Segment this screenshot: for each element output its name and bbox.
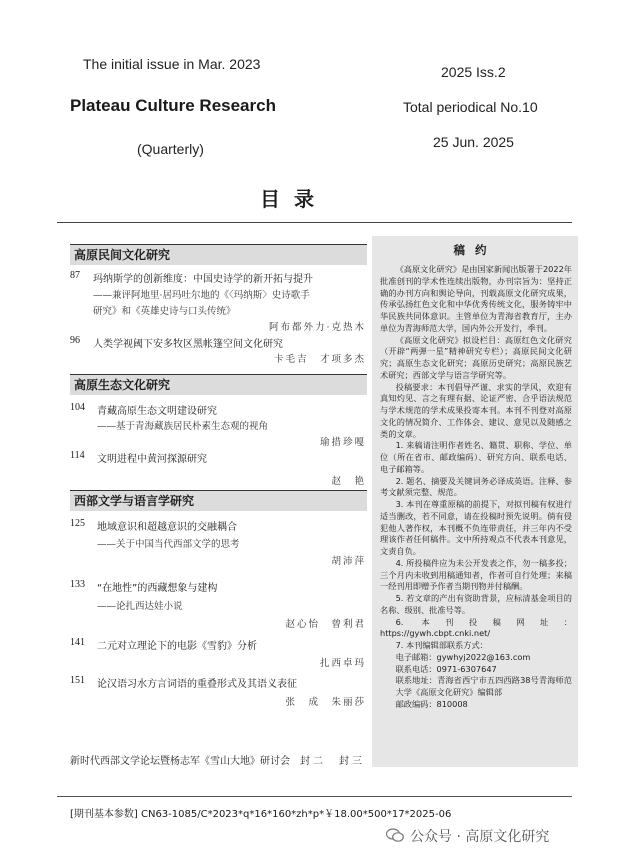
- cfp-paragraph: 《高原文化研究》拟设栏目：高原红色文化研究（开辟“两弹一星”精神研究专栏）；高原民间文化研究；高原生态文化研究；高原历史研究；高原民族艺术研究；西部文学与语言学研究等。: [380, 334, 572, 380]
- cfp-paragraph: 4. 所投稿件应为未公开发表之作，勿一稿多投；三个月内未收到用稿通知者，作者可自行处理；来稿一经刊用即赠予作者当期刊物并付稿酬。: [380, 557, 572, 592]
- article-page: 87: [70, 270, 80, 281]
- cfp-contact-heading: 7. 本刊编辑部联系方式：: [395, 640, 488, 650]
- cfp-postcode: 邮政编码：810008: [395, 698, 468, 709]
- journal-title: Plateau Culture Research: [70, 96, 276, 115]
- article-title[interactable]: 二元对立理论下的电影《雪豹》分析: [97, 641, 257, 652]
- section-header-western-literature: 西部文学与语言学研究: [70, 491, 367, 511]
- periodical-number: Total periodical No.10: [403, 99, 538, 115]
- article-authors: 胡沛萍: [331, 556, 366, 567]
- article-authors: 阿布都外力·克热木: [268, 322, 366, 333]
- bottom-divider: [57, 796, 572, 797]
- top-divider: [57, 222, 572, 223]
- article-subtitle: ——基于青海藏族居民朴素生态观的视角: [97, 421, 269, 432]
- article-page: 133: [70, 579, 85, 590]
- article-authors: 赵心怡 曾利君: [285, 619, 366, 630]
- article-authors: 瑜措珍嘎: [319, 437, 366, 448]
- watermark: 公众号 · 高原文化研究: [410, 829, 550, 845]
- initial-issue-note: The initial issue in Mar. 2023: [83, 56, 261, 72]
- article-title[interactable]: 玛纳斯学的创新维度：中国史诗学的新开拓与提升: [93, 274, 313, 285]
- article-authors: 卡毛吉 才项多杰: [273, 354, 366, 365]
- article-title[interactable]: 人类学视阈下安多牧区黑帐篷空间文化研究: [93, 339, 283, 350]
- issue-number: 2025 Iss.2: [441, 64, 506, 80]
- cfp-paragraph: 《高原文化研究》是由国家新闻出版署于2022年批准创刊的学术性连续出版物，办刊宗旨为：坚持正确的办刊方向和舆论导向，刊载高原文化研究成果，传承弘扬红色文化和中华优秀传统文化，服务铸牢中华民族共同体意识。主管单位为青海省教育厅，主办单位为青海师范大学，国内外公开发行，季刊。: [380, 264, 572, 333]
- cfp-email[interactable]: 电子邮箱：gywhyj2022@163.com: [395, 651, 531, 662]
- call-for-papers-body: [380, 264, 572, 711]
- journal-parameters: [期刊基本参数] CN63-1085/C*2023*q*16*160*zh*p*￥18.00*500*17*2025-06: [70, 809, 452, 820]
- article-title[interactable]: 论汉语习水方言词语的重叠形式及其语义表征: [97, 679, 297, 690]
- cfp-phone: 联系电话：0971-6307647: [395, 663, 497, 674]
- cfp-paragraph: 投稿要求：本刊倡导严谨、求实的学风，欢迎有真知灼见、言之有理有据、论证严密、合乎语法规范与学术规范的学术成果投寄本刊。本刊不刊登对高原文化的情况简介、工作体会、建议、意见以及随感之类的文章。: [380, 381, 572, 439]
- cfp-address: 联系地址：青海省西宁市五四西路38号青海师范大学《高原文化研究》编辑部: [395, 675, 572, 697]
- article-subtitle: ——论扎西达娃小说: [97, 601, 183, 612]
- toc-heading: 目录: [260, 187, 328, 211]
- article-page: 114: [70, 450, 85, 461]
- cfp-paragraph: 1. 来稿请注明作者姓名、籍贯、职称、学位、单位（所在省市、邮政编码）、研究方向、联系电话、电子邮箱等。: [380, 440, 572, 474]
- article-authors: 赵 艳: [331, 476, 366, 487]
- article-title[interactable]: 地域意识和超越意识的交融耦合: [97, 522, 237, 533]
- article-subtitle: ——兼评阿地里·居玛吐尔地的《〈玛纳斯〉史诗歌手: [93, 290, 310, 301]
- article-page: 141: [70, 637, 85, 648]
- cfp-paragraph: 5. 若文章的产出有资助背景，应标清基金项目的名称、级别、批准号等。: [380, 593, 572, 615]
- call-for-papers-title: 稿约: [453, 243, 497, 257]
- cfp-paragraph: 2. 题名、摘要及关键词务必译成英语。注释、参考文献须完整、规范。: [380, 475, 572, 498]
- forum-pages: 封二 封三: [300, 756, 365, 767]
- article-authors: 张 成 朱丽莎: [285, 697, 366, 708]
- article-title[interactable]: “在地性”的西藏想象与建构: [97, 583, 218, 594]
- article-page: 96: [70, 335, 80, 346]
- section-header-folk-culture: 高原民间文化研究: [70, 245, 367, 265]
- article-subtitle: 研究》和《英雄史诗与口头传统》: [93, 306, 236, 317]
- wechat-icon: [386, 828, 404, 842]
- article-page: 151: [70, 675, 85, 686]
- forum-entry[interactable]: 新时代西部文学论坛暨杨志军《雪山大地》研讨会: [70, 756, 290, 767]
- cfp-submission-url[interactable]: 6. 本刊投稿网址：https://gywh.cbpt.cnki.net/: [380, 616, 572, 639]
- publication-date: 25 Jun. 2025: [433, 134, 514, 150]
- article-page: 125: [70, 518, 85, 529]
- frequency-label: (Quarterly): [137, 141, 204, 157]
- section-header-ecology-culture: 高原生态文化研究: [70, 375, 367, 395]
- article-subtitle: ——关于中国当代西部文学的思考: [97, 539, 240, 550]
- article-title[interactable]: 文明进程中黄河探源研究: [97, 454, 207, 465]
- article-page: 104: [70, 402, 85, 413]
- article-title[interactable]: 青藏高原生态文明建设研究: [97, 406, 217, 417]
- cfp-paragraph: 3. 本刊在尊重原稿的前提下，对拟刊稿有权进行适当删改，若不同意，请在投稿时预先说明。倘有侵犯他人著作权，本刊概不负连带责任，并三年内不受理该作者任何稿件。文中所持观点不代表本刊意见，文责自负。: [380, 499, 572, 556]
- call-for-papers-box: [372, 236, 578, 767]
- article-authors: 扎西卓玛: [319, 658, 366, 669]
